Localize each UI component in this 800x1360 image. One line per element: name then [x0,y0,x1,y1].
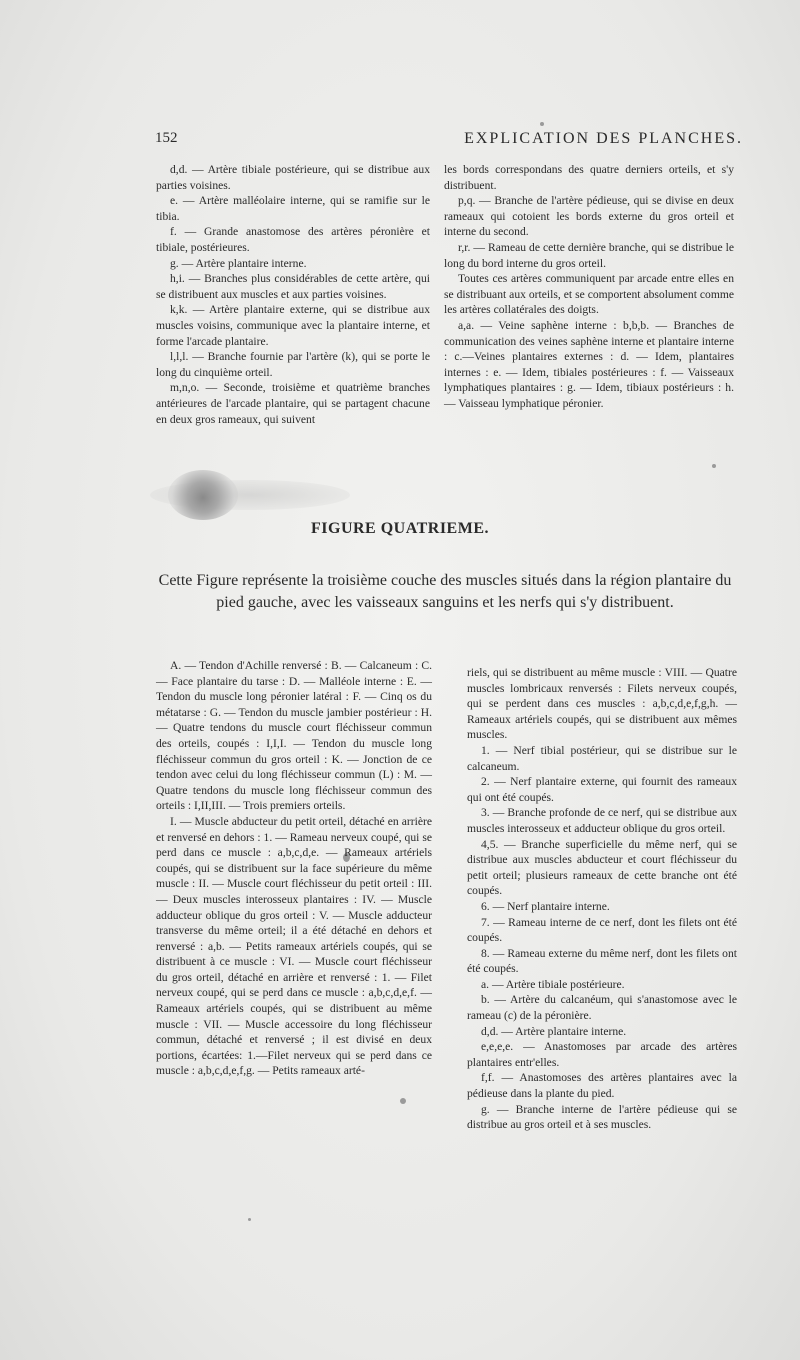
legend-entry: f,f. — Anastomoses des artères plantaires avec la pédieuse dans la plante du pied. [467,1071,737,1101]
top-right-column [444,162,734,412]
legend-entry: 1. — Nerf tibial postérieur, qui se distribue sur le calcaneum. [467,743,737,773]
legend-entry: I. — Muscle abducteur du petit orteil, détaché en arrière et renversé en dehors : 1. — Rameau nerveux coupé, qui se perd dans ce muscle : a,b,c,d,e. — Rameaux artériels coupés, qui se distribuent sur la face supérieure du même muscle : II. — Muscle court fléchisseur du petit orteil : III. — Deux muscles interosseux plantaires : IV. — Muscle adducteur oblique du gros orteil : V. — Muscle adducteur transverse du même orteil; il a été détaché en dehors et renversé : a,b. — Petits rameaux artériels coupés, qui se distribuent à ce muscle : VI. — Muscle court fléchisseur du gros orteil, détaché en arrière et renversé : 1. — Filet nerveux coupé, qui se perd dans ce muscle : a,b,c,d,e,f. — Rameaux artériels coupés, qui se distribuent au même muscle : VII. — Muscle accessoire du long fléchisseur commun, détaché et renversé ; il est divisé en deux portions, écartées: 1.—Filet nerveux qui se perd dans ce muscle : a,b,c,d,e,f,g. — Petits rameaux arté- [156,814,432,1078]
legend-entry: l,l,l. — Branche fournie par l'artère (k), qui se porte le long du cinquième orteil. [156,350,430,379]
speck [540,122,544,126]
page-header [155,130,763,152]
legend-entry: 8. — Rameau externe du même nerf, dont les filets ont été coupés. [467,946,737,976]
bottom-left-column [156,658,432,1079]
legend-entry: e. — Artère malléolaire interne, qui se ramifie sur le tibia. [156,194,430,223]
top-left-column [156,162,430,427]
legend-entry: 7. — Rameau interne de ce nerf, dont les filets ont été coupés. [467,915,737,945]
speck [248,1218,251,1221]
bottom-right-column [467,665,737,1133]
legend-entry: d,d. — Artère tibiale postérieure, qui se distribue aux parties voisines. [156,163,430,192]
page-number: 152 [155,130,178,146]
figure-caption: Cette Figure représente la troisième couche des muscles situés dans la région plantaire du pied gauche, avec les vaisseaux sanguins et les nerfs qui s'y distribuent. [158,572,732,611]
speck [400,1098,406,1104]
legend-entry: 6. — Nerf plantaire interne. [481,899,610,913]
legend-entry: p,q. — Branche de l'artère pédieuse, qui se divise en deux rameaux qui cotoient les bords externe du gros orteil et interne du second. [444,194,734,239]
running-title: EXPLICATION DES PLANCHES. [464,130,743,147]
legend-entry: g. — Branche interne de l'artère pédieuse qui se distribue au gros orteil et à ses muscles. [467,1102,737,1132]
legend-entry: m,n,o. — Seconde, troisième et quatrième branches antérieures de l'arcade plantaire, qui se partagent chacune en deux gros rameaux, qui suivent [156,381,430,426]
legend-entry: r,r. — Rameau de cette dernière branche, qui se distribue le long du bord interne du gros orteil. [444,240,734,270]
ink-stain [168,470,238,520]
legend-entry: les bords correspondans des quatre derniers orteils, et s'y distribuent. [444,163,734,192]
speck [712,464,716,468]
legend-entry: d,d. — Artère plantaire interne. [481,1024,627,1038]
legend-entry: 4,5. — Branche superficielle du même nerf, qui se distribue aux muscles abducteur et court fléchisseur du petit orteil; plusieurs rameaux de cette branche ont été coupés. [467,837,737,898]
legend-entry: h,i. — Branches plus considérables de cette artère, qui se distribuent aux muscles et aux parties voisines. [156,272,430,301]
legend-entry: a. — Artère tibiale postérieure. [481,977,625,991]
legend-entry: f. — Grande anastomose des artères péronière et tibiale, postérieures. [156,225,430,254]
legend-entry: riels, qui se distribuent au même muscle : VIII. — Quatre muscles lombricaux renversés : Filets nerveux coupés, qui se perdent dans ces muscles : a,b,c,d,e,f,g,h. — Rameaux artériels coupés, qui se distribuent aux mêmes muscles. [467,666,737,742]
legend-entry: b. — Artère du calcanéum, qui s'anastomose avec le rameau (c) de la péronière. [467,993,737,1023]
legend-entry: 3. — Branche profonde de ce nerf, qui se distribue aux muscles interosseux et adducteur oblique du gros orteil. [467,806,737,835]
legend-entry: e,e,e,e. — Anastomoses par arcade des artères plantaires entr'elles. [467,1040,737,1069]
legend-entry: a,a. — Veine saphène interne : b,b,b. — Branches de communication des veines saphène interne et plantaire interne : c.—Veines plantaires externes : d. — Idem, plantaires internes : e. — Idem, tibiales postérieures : f. — Vaisseaux lymphatiques plantaires : g. — Idem, tibiaux postérieurs : h. — Vaisseau lymphatique péronier. [444,318,734,410]
figure-title: FIGURE QUATRIEME. [311,520,489,537]
legend-entry: A. — Tendon d'Achille renversé : B. — Calcaneum : C. — Face plantaire du tarse : D. — Malléole interne : E. — Tendon du muscle long péronier latéral : F. — Cinq os du métatarse : G. — Tendon du muscle jambier postérieur : H. — Quatre tendons du muscle court fléchisseur commun des orteils, coupés : I,I,I. — Tendon du muscle long fléchisseur commun du gros orteil : K. — Jonction de ce tendon avec celui du long fléchisseur commun (L) : M. — Quatre tendons du muscle long fléchisseur commun des orteils : I,II,III. — Trois premiers orteils. [156,659,432,813]
legend-entry: 2. — Nerf plantaire externe, qui fournit des rameaux qui ont été coupés. [467,775,737,804]
legend-entry: g. — Artère plantaire interne. [170,256,307,270]
legend-entry: Toutes ces artères communiquent par arcade entre elles en se distribuant aux orteils, et se comportent absolument comme les artères collatérales des doigts. [444,272,734,317]
legend-entry: k,k. — Artère plantaire externe, qui se distribue aux muscles voisins, communique avec la plantaire interne, et forme l'arcade plantaire. [156,303,430,348]
